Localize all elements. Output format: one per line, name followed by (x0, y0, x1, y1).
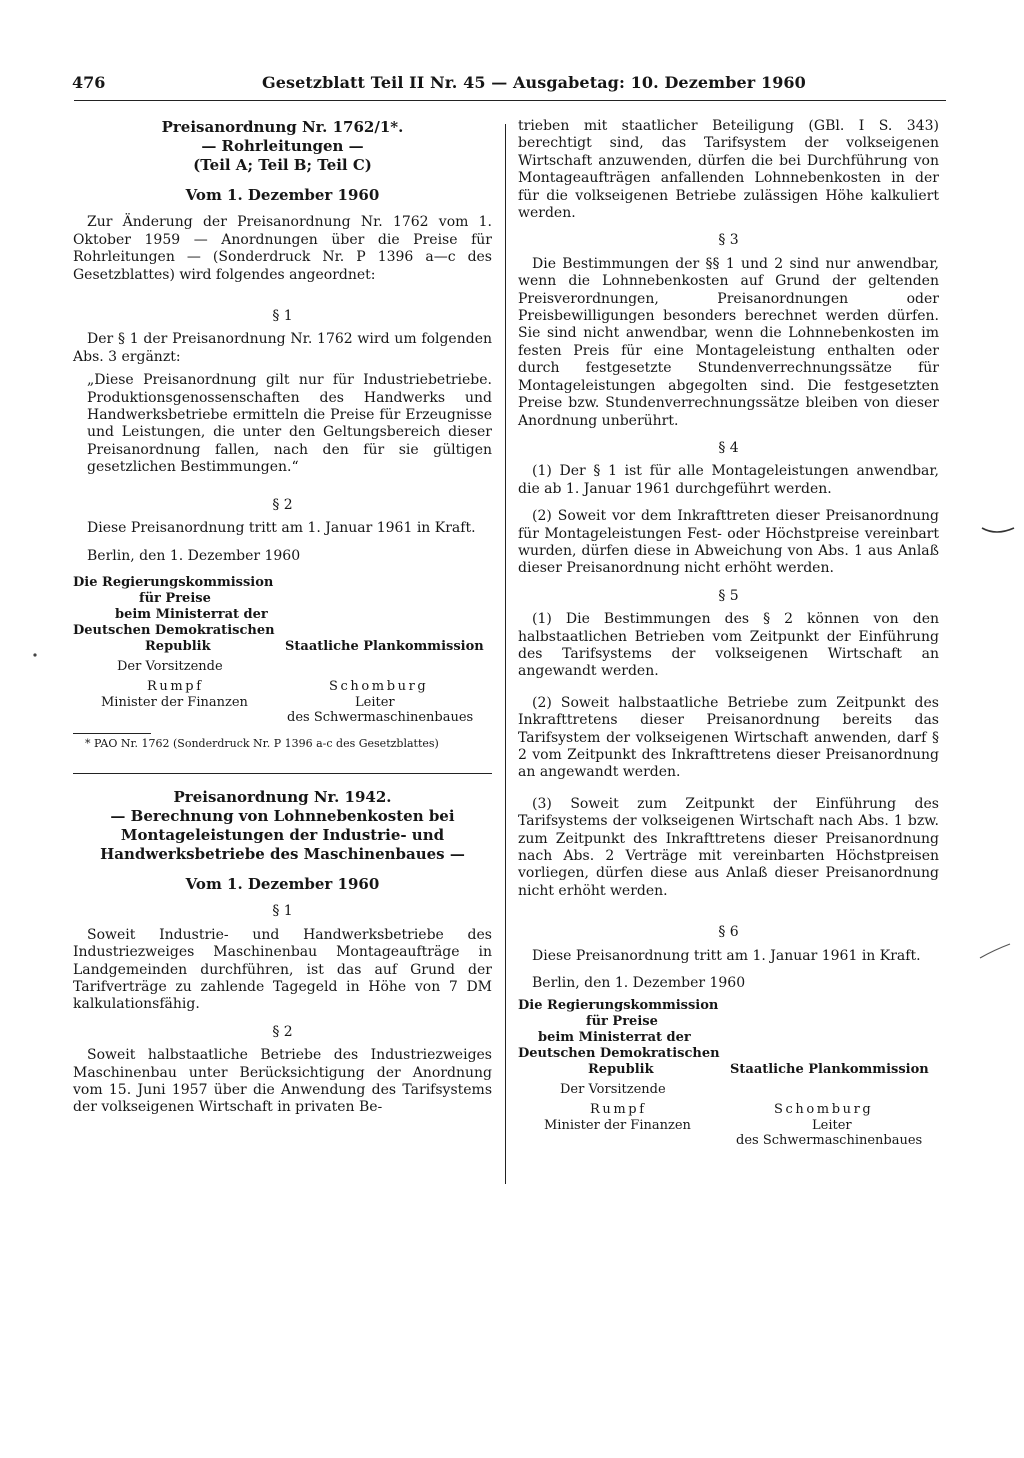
sig-authority-line: für Preise (139, 590, 211, 606)
sig-plan-commission: Staatliche Plankommission (730, 1062, 929, 1078)
pao2-s3-heading: § 3 (718, 232, 739, 249)
pao1-parts: (Teil A; Teil B; Teil C) (193, 156, 372, 174)
sig-chair: Der Vorsitzende (560, 1082, 666, 1098)
sig-authority-line: beim Ministerrat der (115, 606, 268, 622)
pao2-s5-p1: (1) Die Bestimmungen des § 2 können von den halbstaatlichen Betrieben vom Zeitpunkt der Einführung des Tarifsystems der volkseigenen Wirtschaft an angewandt werden. (518, 611, 939, 680)
page-header (72, 74, 944, 96)
sig-role-right: des Schwermaschinenbaues (736, 1133, 923, 1149)
left-column (73, 118, 492, 1117)
sig-role-left: Minister der Finanzen (101, 694, 248, 710)
pao2-s6-heading: § 6 (718, 924, 739, 941)
pao2-subtitle: — Berechnung von Lohnnebenkosten bei Montageleistungen der Industrie- und Handwerksbetriebe des Maschinenbaues — (100, 806, 465, 863)
sig-authority-line: Die Regierungskommission (518, 998, 719, 1014)
sig-authority-line: für Preise (586, 1014, 658, 1030)
sig-authority-line: Republik (588, 1062, 654, 1078)
pao2-s2-heading: § 2 (272, 1023, 293, 1040)
sig-role-right: Leiter (812, 1118, 852, 1134)
pao1-intro: Zur Änderung der Preisanordnung Nr. 1762 vom 1. Oktober 1959 — Anordnungen über die Preise für Rohrleitungen — (Sonderdruck Nr. P 1396 a—c des Gesetzblattes) wird folgendes angeordnet: (73, 214, 492, 283)
sig-name-right: Schomburg (774, 1102, 874, 1118)
pao2-s3-text: Die Bestimmungen der §§ 1 und 2 sind nur anwendbar, wenn die Lohnnebenkosten auf Grund der geltenden Preisverordnungen, Preisanordnungen oder Preisbewilligungen besonders berechnet werden dürfen. Sie sind nicht anwendbar, wenn die Lohnnebenkosten im festen Preis für eine Montageleistung enthalten oder durch festgesetzte Stundenverrechnungssätze für Montageleistungen abgegolten sind. Die festgesetzten Preise bzw. Stundenverrechnungssätze bleiben von dieser Anordnung unberührt. (518, 255, 939, 429)
sig-name-left: Rumpf (590, 1102, 647, 1118)
header-title: Gesetzblatt Teil II Nr. 45 — Ausgabetag: 10. Dezember 1960 (262, 73, 806, 92)
pao2-s5-p3: (3) Soweit zum Zeitpunkt der Einführung des Tarifsystems der volkseigenen Wirtschaft nach Abs. 1 bzw. zum Zeitpunkt des Inkrafttretens dieser Preisanordnung nach Abs. 2 Verträge mit vereinbarten Höchstpreisen vorliegen, dürfen diese aus Anlaß dieser Preisanordnung nicht erhöht werden. (518, 795, 939, 899)
sig-plan-commission: Staatliche Plankommission (285, 638, 484, 654)
pao2-s2-text: Soweit halbstaatliche Betriebe des Industriezweiges Maschinenbau unter Berücksichtigung der Anordnung vom 15. Juni 1957 über die Anwendung des Tarifsystems der volkseigenen Wirtschaft in privaten Be- (73, 1047, 492, 1116)
sig-role-right: des Schwermaschinenbaues (287, 709, 474, 725)
pao2-date: Vom 1. Dezember 1960 (185, 874, 380, 893)
pao2-s5-heading: § 5 (718, 587, 739, 604)
pao1-place-date: Berlin, den 1. Dezember 1960 (87, 547, 301, 564)
pao2-s6-text: Diese Preisanordnung tritt am 1. Januar 1961 in Kraft. (532, 947, 921, 964)
sig-authority-line: Republik (145, 638, 211, 654)
footnote-rule (73, 733, 151, 734)
sig-name-right: Schomburg (329, 678, 429, 694)
pao2-place-date: Berlin, den 1. Dezember 1960 (532, 975, 746, 992)
right-column (518, 118, 939, 1148)
pao2-s4-p2: (2) Soweit vor dem Inkrafttreten dieser Preisanordnung für Montageleistungen Fest- oder Höchstpreise vereinbart wurden, dürfen diese in Abweichung von Abs. 1 aus Anlaß dieser Preisanordnung nicht erhöht werden. (518, 508, 939, 577)
sig-role-left: Minister der Finanzen (544, 1118, 691, 1134)
sig-role-right: Leiter (355, 694, 395, 710)
sig-authority-line: beim Ministerrat der (538, 1030, 691, 1046)
sig-chair: Der Vorsitzende (117, 658, 223, 674)
pao2-s4-p1: (1) Der § 1 ist für alle Montageleistungen anwendbar, die ab 1. Januar 1961 durchgeführt werden. (518, 463, 939, 497)
sig-authority-line: Die Regierungskommission (73, 574, 274, 590)
pao1-s1-heading: § 1 (272, 308, 293, 325)
footnote: * PAO Nr. 1762 (Sonderdruck Nr. P 1396 a-c des Gesetzblattes) (85, 736, 439, 750)
scan-mark (980, 520, 1020, 540)
pao2-s1-text: Soweit Industrie- und Handwerksbetriebe des Industriezweiges Maschinenbau Montageaufträge in Landgemeinden durchführen, ist das auf Grund der Tarifverträge zu zahlende Tagegeld in Höhe von 7 DM kalkulationsfähig. (73, 926, 492, 1013)
scan-mark (976, 940, 1016, 964)
pao1-s1-quote: „Diese Preisanordnung gilt nur für Industriebetriebe. Produktionsgenossenschaften des Handwerks und Handwerksbetriebe ermitteln die Preise für Erzeugnisse und Leistungen, die unter den Geltungsbereich dieser Preisanordnung fallen, nach den für sie gültigen gesetzlichen Bestimmungen.“ (87, 372, 492, 476)
pao2-signature-block (518, 998, 937, 1148)
sig-authority-line: Deutschen Demokratischen (518, 1046, 720, 1062)
pao1-s2-text: Diese Preisanordnung tritt am 1. Januar 1961 in Kraft. (87, 520, 476, 537)
pao1-subtitle: — Rohrleitungen — (201, 137, 364, 155)
pao2-s5-p2: (2) Soweit halbstaatliche Betriebe zum Zeitpunkt des Inkrafttretens dieser Preisanordnung bereits das Tarifsystem der volkseigenen Wirtschaft anwenden, darf § 2 vom Zeitpunkt des Inkrafttretens dieser Preisanordnung an angewandt werden. (518, 694, 939, 781)
header-rule (74, 100, 946, 101)
pao1-title: Preisanordnung Nr. 1762/1*. (161, 118, 404, 136)
sig-authority-line: Deutschen Demokratischen (73, 622, 275, 638)
column-divider (505, 124, 506, 1184)
scan-mark (30, 650, 40, 660)
pao2-title: Preisanordnung Nr. 1942. (173, 787, 392, 806)
pao2-s4-heading: § 4 (718, 439, 739, 456)
pao1-s1-text: Der § 1 der Preisanordnung Nr. 1762 wird um folgenden Abs. 3 ergänzt: (73, 331, 492, 365)
pao1-signature-block (73, 575, 492, 725)
page-number: 476 (72, 73, 106, 92)
pao1-date: Vom 1. Dezember 1960 (185, 186, 380, 204)
sig-name-left: Rumpf (147, 678, 204, 694)
pao1-s2-heading: § 2 (272, 496, 293, 513)
pao2-s1-heading: § 1 (272, 903, 293, 920)
pao2-s2-continued: trieben mit staatlicher Beteiligung (GBl. I S. 343) berechtigt sind, das Tarifsystem der volkseigenen Wirtschaft anzuwenden, dürfen die bei Durchführung von Montageaufträgen anfallenden Lohnnebenkosten in der für die volkseigenen Betriebe zulässigen Höhe kalkuliert werden. (518, 118, 939, 222)
section-separator (73, 773, 492, 774)
